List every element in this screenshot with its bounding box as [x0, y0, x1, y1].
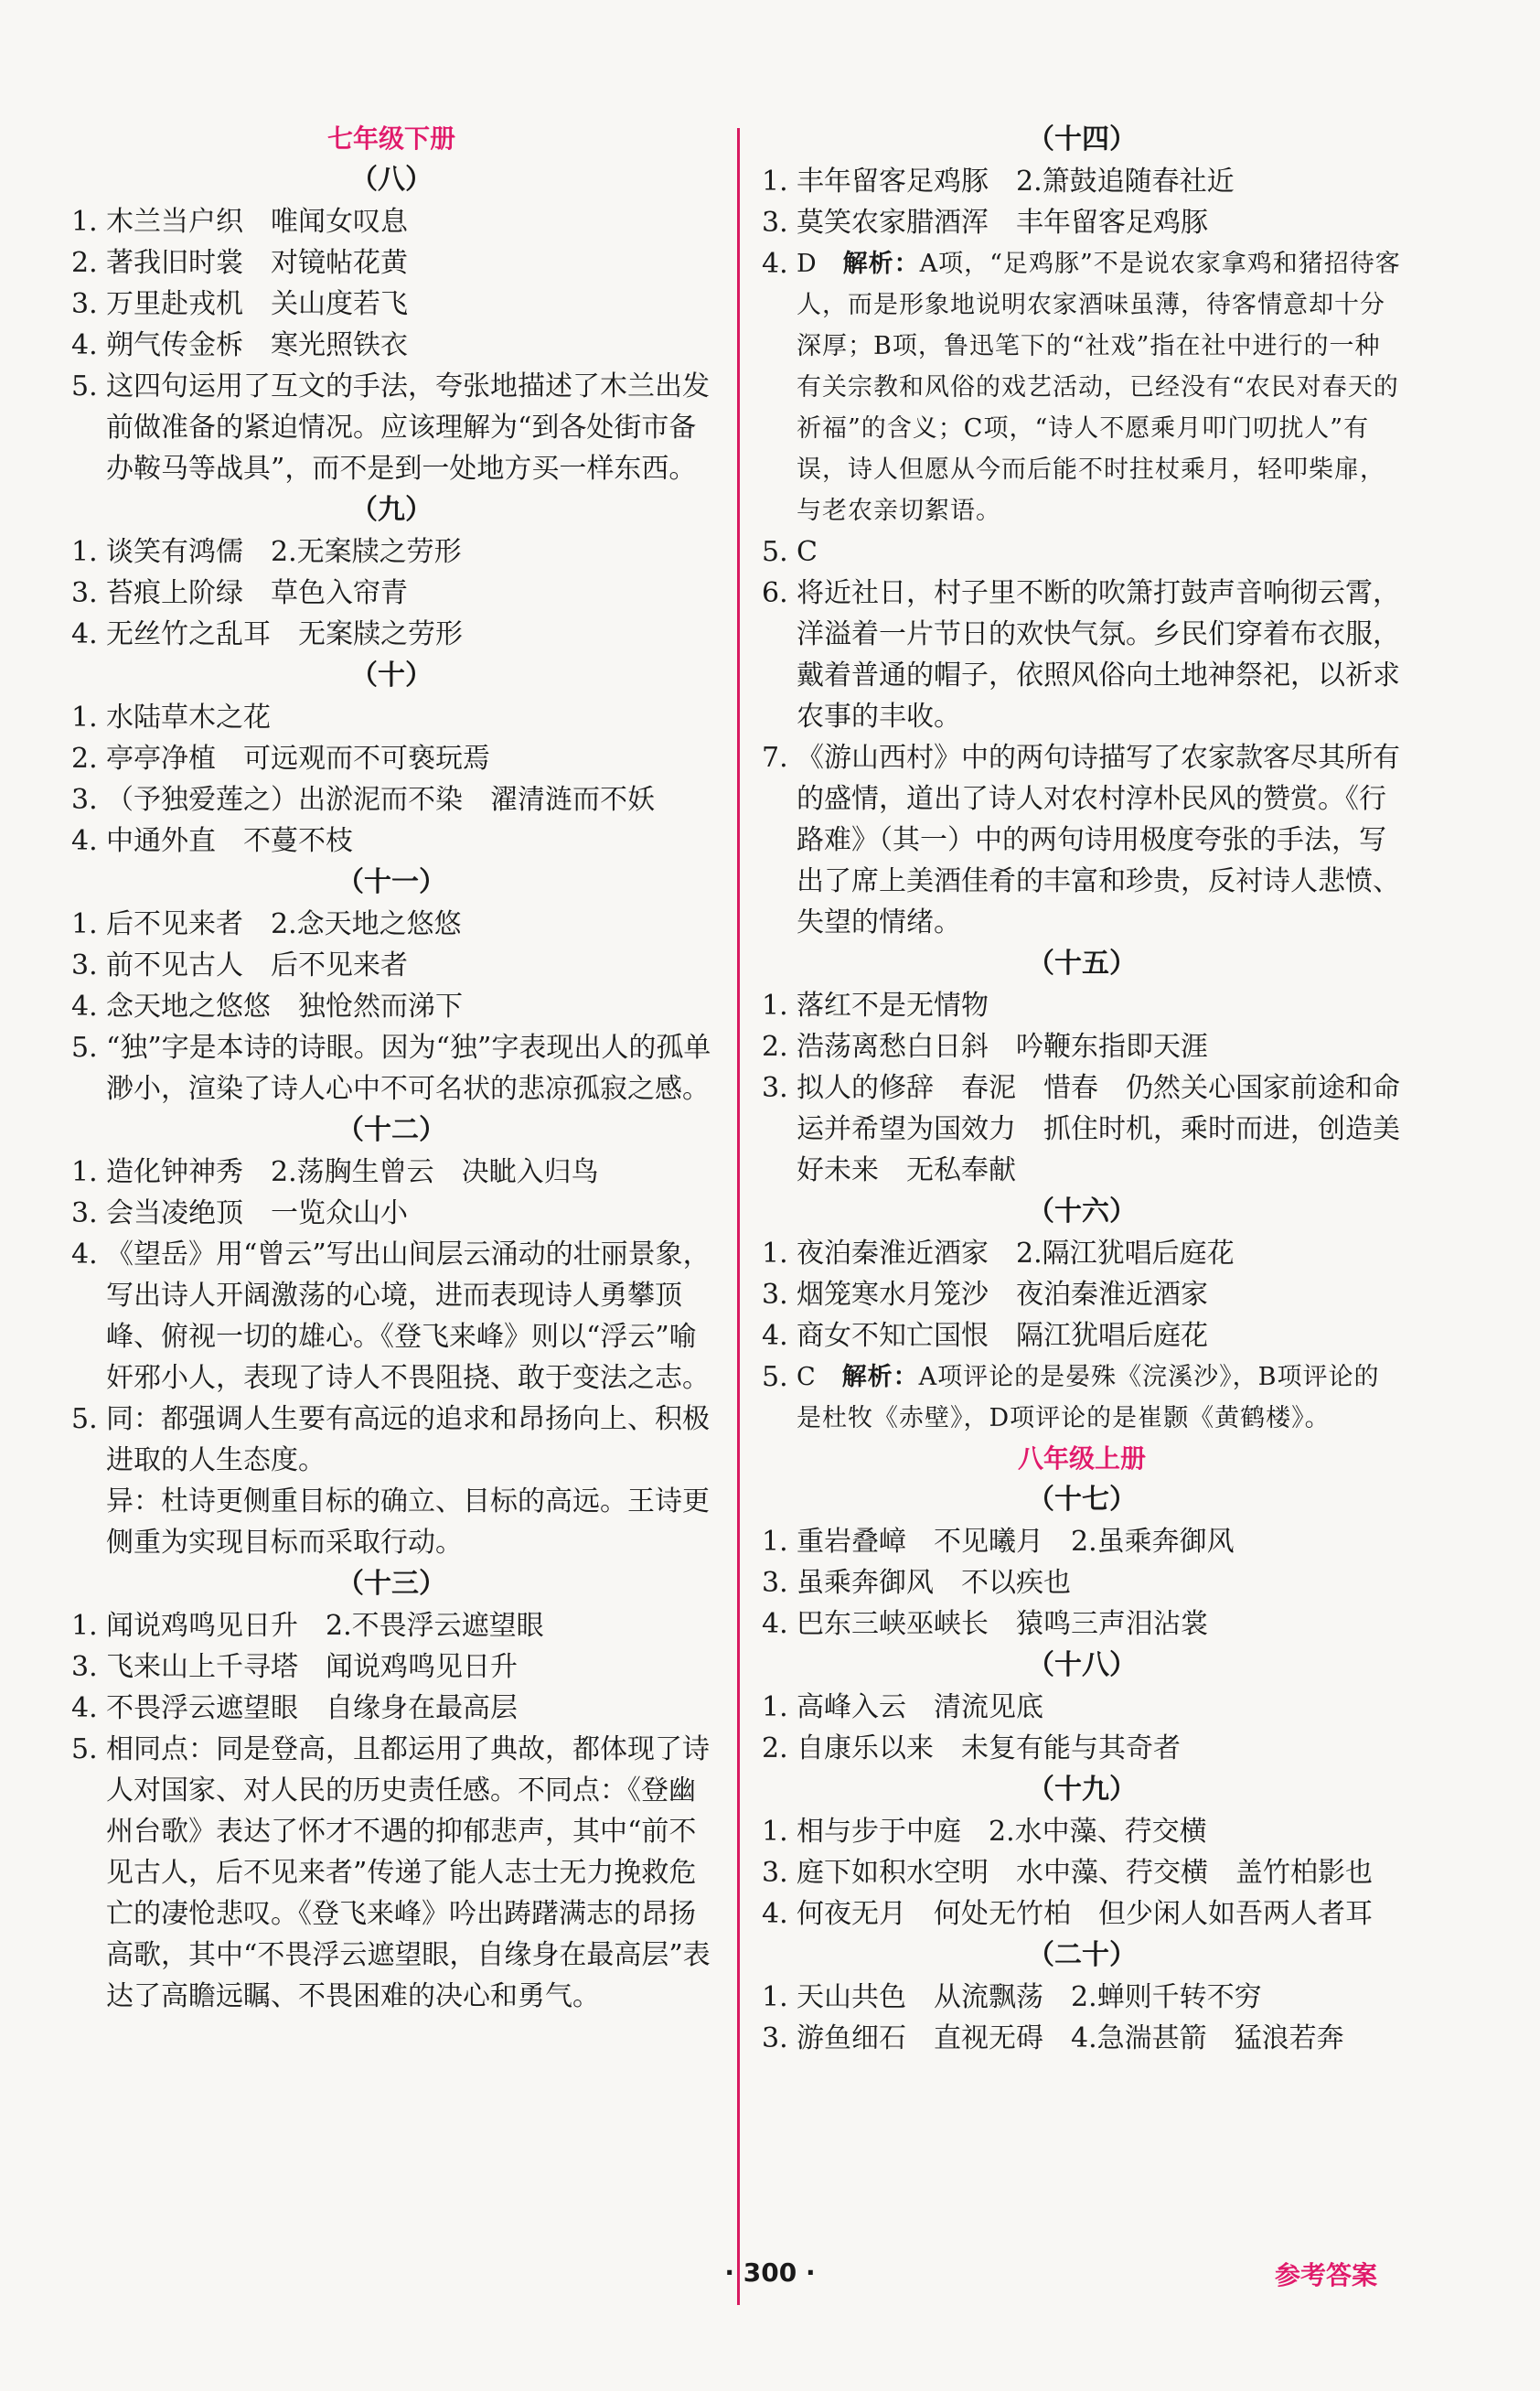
- answer-item: [71, 1729, 711, 2017]
- item-body: （予独爱莲之）出淤泥而不染 濯清涟而不妖: [106, 784, 655, 816]
- answer-item: [71, 1234, 711, 1399]
- item-text: [106, 986, 711, 1027]
- answer-item: [762, 1811, 1402, 1852]
- item-number: 3.: [762, 1567, 788, 1599]
- item-body: “独”字是本诗的诗眼。因为“独”字表现出人的孤单渺小，渲染了诗人心中不可名状的悲凉孤寂之感。: [106, 1032, 711, 1105]
- item-body: 高峰入云 清流见底: [797, 1691, 1043, 1723]
- item-body: 游鱼细石 直视无碍 4.急湍甚箭 猛浪若奔: [797, 2022, 1344, 2054]
- item-body: 《望岳》用“曾云”写出山间层云涌动的壮丽景象，写出诗人开阔激荡的心境，进而表现诗人勇攀顶峰、俯视一切的雄心。《登飞来峰》则以“浮云”喻奸邪小人，表现了诗人不畏阻挠、敢于变法之志。: [106, 1238, 711, 1394]
- item-text: [106, 201, 711, 242]
- item-body: 会当凌绝顶 一览众山小: [106, 1197, 408, 1229]
- answer-item: [762, 737, 1402, 943]
- item-number: 3.: [71, 288, 98, 320]
- item-text: [797, 1977, 1402, 2018]
- item-body: 飞来山上千寻塔 闻说鸡鸣见日升: [106, 1651, 518, 1683]
- item-text: [106, 738, 711, 779]
- item-text: [797, 1562, 1402, 1603]
- item-body: 水陆草木之花: [106, 702, 271, 734]
- answer-item: [762, 985, 1402, 1026]
- item-number: 1.: [762, 1981, 788, 2013]
- section-heading: （十八）: [1027, 1649, 1137, 1681]
- item-text: [797, 1603, 1402, 1645]
- item-text: [797, 1026, 1402, 1067]
- answer-item: [762, 1315, 1402, 1356]
- answer-key-label: 参考答案: [1274, 2260, 1377, 2290]
- item-number: 3.: [762, 1857, 788, 1889]
- item-number: 4.: [71, 1238, 98, 1271]
- item-text: [797, 1315, 1402, 1356]
- item-number: 5.: [71, 370, 98, 402]
- item-body: C: [797, 536, 818, 568]
- section-heading: （十）: [350, 659, 433, 692]
- section-heading: （二十）: [1027, 1939, 1137, 1971]
- item-body: 夜泊秦淮近酒家 2.隔江犹唱后庭花: [797, 1238, 1235, 1270]
- answer-item: [71, 531, 711, 573]
- item-number: 5.: [71, 1032, 98, 1064]
- item-number: 3.: [762, 207, 788, 239]
- answer-item: [71, 201, 711, 242]
- item-number: 6.: [762, 577, 788, 609]
- item-text: [797, 1521, 1402, 1562]
- answer-item: [762, 1356, 1402, 1439]
- answer-item: [71, 779, 711, 820]
- item-number: 3.: [71, 1197, 98, 1229]
- answer-item: [762, 1852, 1402, 1893]
- section-heading: （九）: [350, 494, 433, 526]
- item-body: 庭下如积水空明 水中藻、荇交横 盖竹柏影也: [797, 1857, 1373, 1889]
- answer-item: [71, 1605, 711, 1646]
- item-body: 闻说鸡鸣见日升 2.不畏浮云遮望眼: [106, 1610, 544, 1642]
- item-body: 巴东三峡巫峡长 猿鸣三声泪沾裳: [797, 1608, 1208, 1640]
- answer-item: [71, 573, 711, 614]
- item-text: [106, 1234, 711, 1399]
- item-body: 念天地之悠悠 独怆然而涕下: [106, 991, 463, 1023]
- analysis-label: 解析：: [842, 250, 920, 278]
- item-number: 1.: [762, 1816, 788, 1848]
- section-heading: （十四）: [1027, 123, 1137, 155]
- item-number: 5.: [71, 1733, 98, 1765]
- item-number: 4.: [71, 991, 98, 1023]
- item-text: [106, 1729, 711, 2017]
- answer-item: [762, 1562, 1402, 1603]
- item-body: A项，“足鸡豚”不是说农家拿鸡和猪招待客人，而是形象地说明农家酒味虽薄，待客情意却十分深厚；B项，鲁迅笔下的“社戏”指在社中进行的一种有关宗教和风俗的戏艺活动，已经没有“农民对春天的祈福”的含义；C项，“诗人不愿乘月叩门叨扰人”有误，诗人但愿从今而后能不时拄杖乘月，轻叩柴扉，与老农亲切絮语。: [797, 250, 1401, 525]
- item-body: 无丝竹之乱耳 无案牍之劳形: [106, 618, 463, 650]
- answer-item: [762, 1521, 1402, 1562]
- item-body: 同：都强调人生要有高远的追求和昂扬向上、积极进取的人生态度。: [106, 1403, 710, 1476]
- item-number: 1.: [71, 1156, 98, 1188]
- item-body: 浩荡离愁白日斜 吟鞭东指即天涯: [797, 1031, 1208, 1063]
- item-body: 朔气传金柝 寒光照铁衣: [106, 329, 408, 361]
- item-text: [106, 1027, 711, 1110]
- item-body: A项评论的是晏殊《浣溪沙》，B项评论的是杜牧《赤壁》，D项评论的是崔颢《黄鹤楼》。: [797, 1363, 1380, 1432]
- item-text: [797, 2018, 1402, 2059]
- answer-item: [762, 1893, 1402, 1935]
- item-body: 将近社日，村子里不断的吹箫打鼓声音响彻云霄，洋溢着一片节日的欢快气氛。乡民们穿着布衣服，戴着普通的帽子，依照风俗向土地神祭祀，以祈求农事的丰收。: [797, 577, 1400, 733]
- item-number: 2.: [71, 743, 98, 775]
- item-text: [797, 531, 1402, 573]
- item-body: 亭亭净植 可远观而不可亵玩焉: [106, 743, 490, 775]
- item-body: 烟笼寒水月笼沙 夜泊秦淮近酒家: [797, 1279, 1208, 1311]
- right-column: [762, 119, 1402, 2059]
- answer-item: [762, 243, 1402, 531]
- item-text: [797, 1728, 1402, 1769]
- answer-item: [762, 1067, 1402, 1191]
- answer-item: [71, 945, 711, 986]
- item-text: [106, 1605, 711, 1646]
- item-number: 5.: [71, 1403, 98, 1435]
- answer-item: [762, 1274, 1402, 1315]
- answer-item: [762, 1687, 1402, 1728]
- item-text: [106, 1399, 711, 1481]
- item-text: [106, 573, 711, 614]
- item-text: [106, 904, 711, 945]
- item-number: 1.: [71, 908, 98, 940]
- item-number: 1.: [71, 702, 98, 734]
- item-text: [106, 820, 711, 862]
- answer-choice: C: [797, 1363, 842, 1391]
- item-body: 何夜无月 何处无竹柏 但少闲人如吾两人者耳: [797, 1898, 1373, 1930]
- item-text: [106, 1193, 711, 1234]
- page-number: · 300 ·: [724, 2257, 816, 2288]
- section-heading: （十九）: [1027, 1774, 1137, 1806]
- item-number: 2.: [71, 247, 98, 279]
- item-text: [106, 325, 711, 366]
- item-text: [106, 1688, 711, 1729]
- item-body: 相同点：同是登高，且都运用了典故，都体现了诗人对国家、对人民的历史责任感。不同点：《登幽州台歌》表达了怀才不遇的抑郁悲声，其中“前不见古人，后不见来者”传递了能人志士无力挽救危亡的凄怆悲叹。《登飞来峰》吟出踌躇满志的昂扬高歌，其中“不畏浮云遮望眼，自缘身在最高层”表达了高瞻远瞩、不畏困难的决心和勇气。: [106, 1733, 711, 2012]
- answer-item: [71, 325, 711, 366]
- section-heading: （十五）: [1027, 948, 1137, 980]
- item-body: 虽乘奔御风 不以疾也: [797, 1567, 1071, 1599]
- item-number: 3.: [762, 2022, 788, 2054]
- item-text: [106, 697, 711, 738]
- item-number: 5.: [762, 1361, 788, 1393]
- item-body: 著我旧时裳 对镜帖花黄: [106, 247, 408, 279]
- item-text: [106, 945, 711, 986]
- answer-item: [71, 1027, 711, 1110]
- item-text: [797, 202, 1402, 243]
- answer-item: [71, 1646, 711, 1688]
- item-text: [797, 1811, 1402, 1852]
- item-number: 4.: [71, 1692, 98, 1724]
- item-body: 中通外直 不蔓不枝: [106, 825, 353, 857]
- item-number: 3.: [71, 1651, 98, 1683]
- item-number: 3.: [71, 949, 98, 981]
- item-number: 4.: [762, 1320, 788, 1352]
- answer-item: [71, 1152, 711, 1193]
- item-body: 相与步于中庭 2.水中藻、荇交横: [797, 1816, 1207, 1848]
- item-text: [797, 985, 1402, 1026]
- answer-item: [762, 2018, 1402, 2059]
- item-body: 丰年留客足鸡豚 2.箫鼓追随春社近: [797, 166, 1235, 198]
- item-body: 《游山西村》中的两句诗描写了农家款客尽其所有的盛情，道出了诗人对农村淳朴民风的赞赏。《行路难》（其一）中的两句诗用极度夸张的手法，写出了席上美酒佳肴的丰富和珍贵，反衬诗人悲愤、失望的情绪。: [797, 742, 1400, 938]
- item-number: 4.: [71, 825, 98, 857]
- item-text: [797, 1067, 1402, 1191]
- answer-item: [762, 1603, 1402, 1645]
- answer-item: [71, 1399, 711, 1481]
- item-body: 万里赴戎机 关山度若飞: [106, 288, 408, 320]
- answer-item: [762, 1233, 1402, 1274]
- item-text: [106, 779, 711, 820]
- item-body: 商女不知亡国恨 隔江犹唱后庭花: [797, 1320, 1208, 1352]
- item-text: [797, 573, 1402, 737]
- answer-item: [762, 1026, 1402, 1067]
- item-text: [797, 1852, 1402, 1893]
- item-body: 造化钟神秀 2.荡胸生曾云 决眦入归鸟: [106, 1156, 599, 1188]
- item-text: [797, 1687, 1402, 1728]
- item-number: 1.: [762, 1526, 788, 1558]
- answer-item: [762, 573, 1402, 737]
- item-body: 天山共色 从流飘荡 2.蝉则千转不穷: [797, 1981, 1262, 2013]
- item-body: 木兰当户织 唯闻女叹息: [106, 206, 408, 238]
- item-text: [797, 1356, 1402, 1439]
- grade-heading: 七年级下册: [326, 123, 455, 154]
- answer-item: [762, 1728, 1402, 1769]
- answer-item: [71, 242, 711, 284]
- item-text: [797, 161, 1402, 202]
- item-number: 1.: [762, 1691, 788, 1723]
- answer-choice: D: [797, 250, 843, 278]
- item-body: 前不见古人 后不见来者: [106, 949, 408, 981]
- answer-item: [71, 284, 711, 325]
- item-text: [797, 737, 1402, 943]
- item-number: 5.: [762, 536, 788, 568]
- item-number: 1.: [71, 206, 98, 238]
- item-number: 4.: [71, 618, 98, 650]
- section-heading: （十三）: [337, 1568, 446, 1600]
- section-heading: （十二）: [337, 1114, 446, 1146]
- analysis-label: 解析：: [841, 1363, 919, 1391]
- item-number: 1.: [762, 1238, 788, 1270]
- item-body: 落红不是无情物: [797, 990, 989, 1022]
- item-number: 4.: [762, 248, 788, 280]
- answer-item: [71, 738, 711, 779]
- answer-item: [71, 986, 711, 1027]
- item-text: [797, 1893, 1402, 1935]
- item-number: 1.: [762, 990, 788, 1022]
- answer-item: [762, 531, 1402, 573]
- item-body: 谈笑有鸿儒 2.无案牍之劳形: [106, 536, 462, 568]
- answer-item: [71, 697, 711, 738]
- item-body: 不畏浮云遮望眼 自缘身在最高层: [106, 1692, 518, 1724]
- answer-item: [71, 1193, 711, 1234]
- item-number: 3.: [762, 1072, 788, 1104]
- section-heading: （八）: [350, 164, 433, 196]
- item-body: 苔痕上阶绿 草色入帘青: [106, 577, 408, 609]
- item-number: 7.: [762, 742, 788, 774]
- item-text: [106, 366, 711, 489]
- item-number: 3.: [71, 577, 98, 609]
- item-body: 重岩叠嶂 不见曦月 2.虽乘奔御风: [797, 1526, 1235, 1558]
- item-number: 3.: [71, 784, 98, 816]
- item-text: [106, 1152, 711, 1193]
- answer-continuation: 异：杜诗更侧重目标的确立、目标的高远。王诗更侧重为实现目标而采取行动。: [106, 1485, 710, 1559]
- item-text: [106, 284, 711, 325]
- item-number: 4.: [762, 1608, 788, 1640]
- answer-item: [71, 820, 711, 862]
- item-body: 莫笑农家腊酒浑 丰年留客足鸡豚: [797, 207, 1208, 239]
- item-text: [106, 242, 711, 284]
- item-number: 2.: [762, 1031, 788, 1063]
- item-text: [106, 531, 711, 573]
- section-heading: （十六）: [1027, 1196, 1137, 1228]
- answer-item: [71, 614, 711, 655]
- item-number: 1.: [71, 536, 98, 568]
- answer-item: [762, 1977, 1402, 2018]
- answer-item: [71, 1688, 711, 1729]
- answer-item: [71, 366, 711, 489]
- item-text: [797, 243, 1402, 531]
- item-body: 自康乐以来 未复有能与其奇者: [797, 1732, 1181, 1764]
- grade-heading: 八年级上册: [1017, 1443, 1146, 1474]
- item-text: [106, 614, 711, 655]
- item-number: 1.: [762, 166, 788, 198]
- item-text: [106, 1646, 711, 1688]
- column-divider: [737, 128, 740, 2305]
- item-number: 1.: [71, 1610, 98, 1642]
- left-column: [71, 119, 711, 2017]
- item-number: 4.: [71, 329, 98, 361]
- item-body: 这四句运用了互文的手法，夸张地描述了木兰出发前做准备的紧迫情况。应该理解为“到各处街市备办鞍马等战具”，而不是到一处地方买一样东西。: [106, 370, 710, 485]
- answer-item: [762, 161, 1402, 202]
- item-body: 拟人的修辞 春泥 惜春 仍然关心国家前途和命运并希望为国效力 抓住时机，乘时而进，创造美好未来 无私奉献: [797, 1072, 1400, 1186]
- item-number: 4.: [762, 1898, 788, 1930]
- item-text: [797, 1233, 1402, 1274]
- item-number: 3.: [762, 1279, 788, 1311]
- section-heading: （十七）: [1027, 1484, 1137, 1516]
- item-text: [797, 1274, 1402, 1315]
- answer-item: [71, 904, 711, 945]
- item-number: 2.: [762, 1732, 788, 1764]
- section-heading: （十一）: [337, 866, 446, 898]
- item-body: 后不见来者 2.念天地之悠悠: [106, 908, 462, 940]
- answer-item: [762, 202, 1402, 243]
